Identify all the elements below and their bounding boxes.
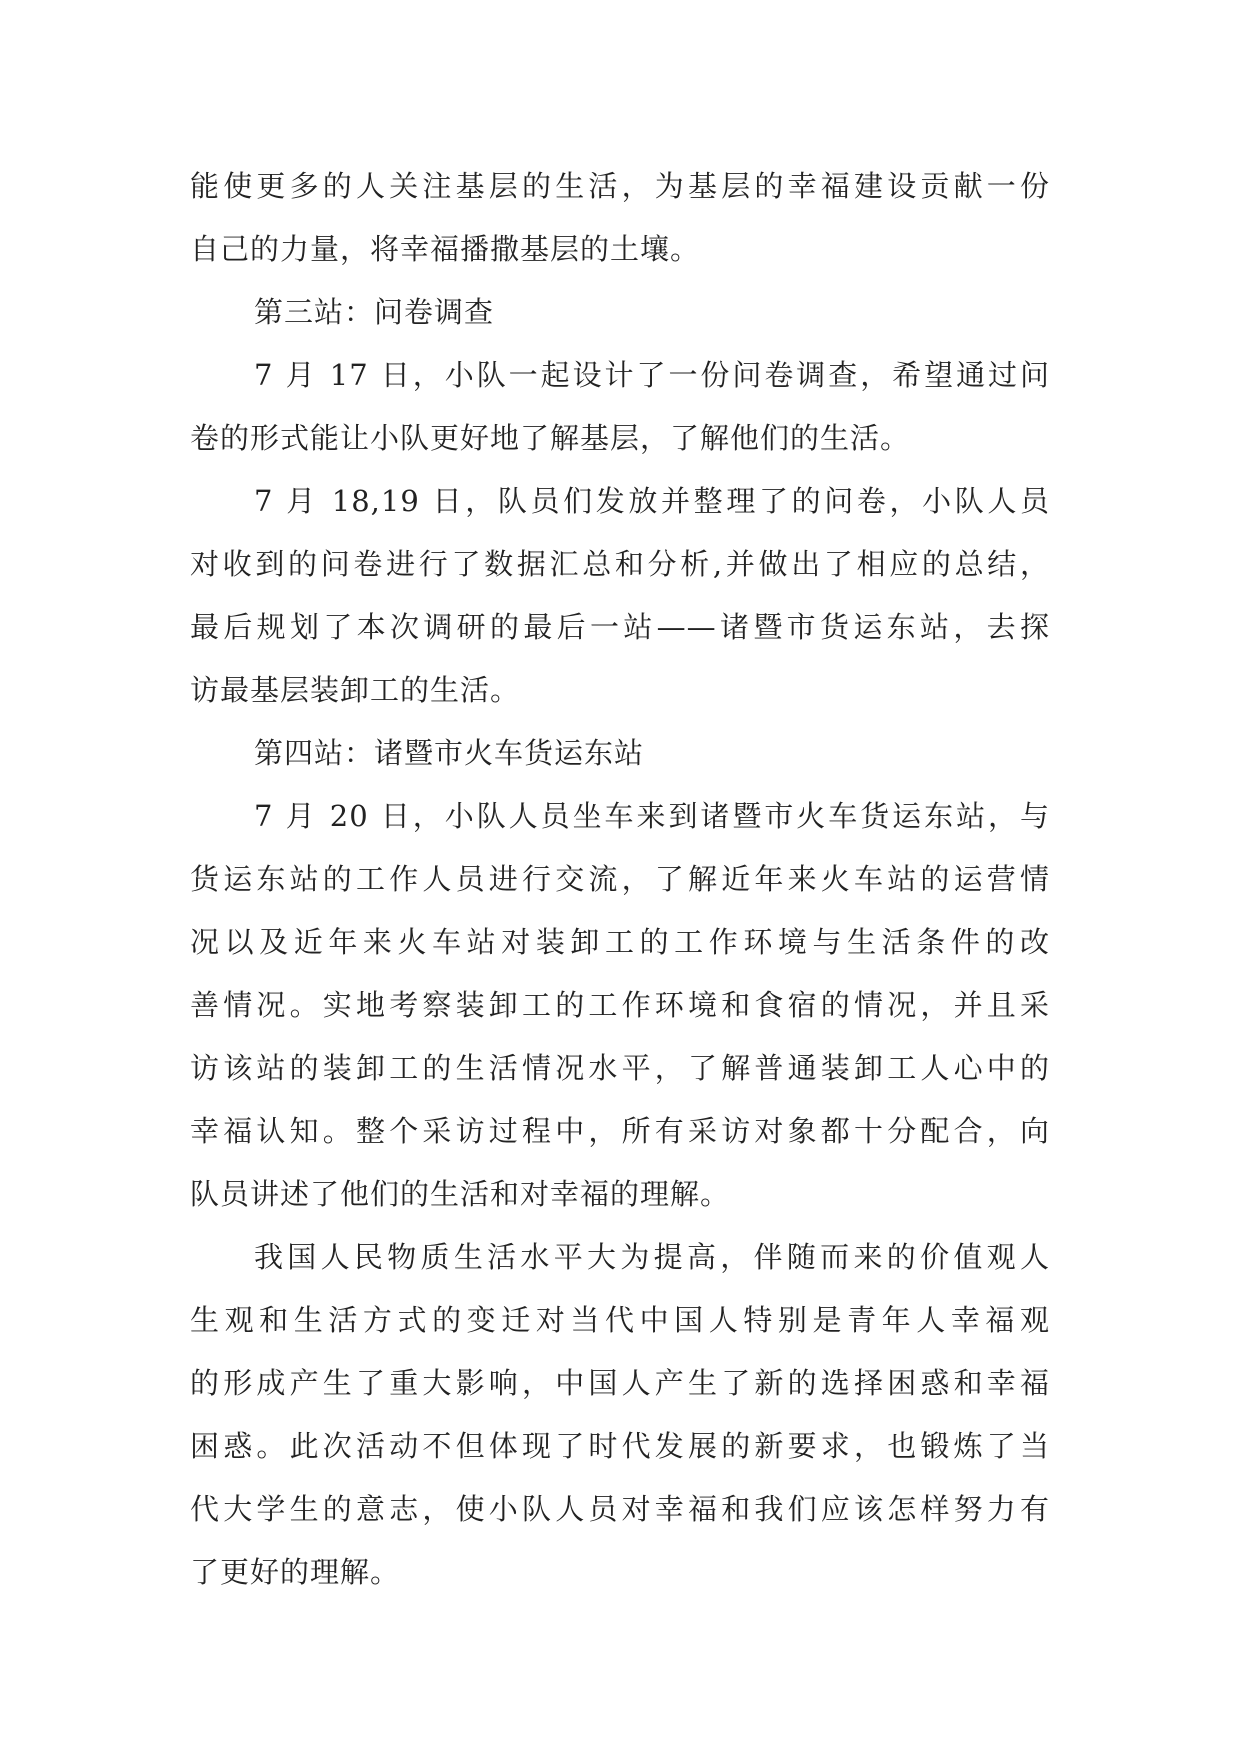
text-line: 第三站：问卷调查 (254, 295, 495, 329)
text-line: 能使更多的人关注基层的生活，为基层的幸福建设贡献一份 (190, 169, 1050, 203)
paragraph (190, 785, 1050, 1226)
text-line: 货运东站的工作人员进行交流，了解近年来火车站的运营情 (190, 862, 1050, 896)
text-line: 访该站的装卸工的生活情况水平，了解普通装卸工人心中的 (190, 1051, 1050, 1085)
text-line: 况以及近年来火车站对装卸工的工作环境与生活条件的改 (190, 925, 1050, 959)
text-line: 7 月 20 日，小队人员坐车来到诸暨市火车货运东站，与 (254, 799, 1050, 833)
text-line: 我国人民物质生活水平大为提高，伴随而来的价值观人 (254, 1240, 1050, 1274)
text-line: 队员讲述了他们的生活和对幸福的理解。 (190, 1177, 731, 1211)
text-line: 困惑。此次活动不但体现了时代发展的新要求，也锻炼了当 (190, 1429, 1050, 1463)
text-line: 访最基层装卸工的生活。 (190, 673, 521, 707)
text-line: 卷的形式能让小队更好地了解基层，了解他们的生活。 (190, 421, 911, 455)
text-line: 幸福认知。整个采访过程中，所有采访对象都十分配合，向 (190, 1114, 1050, 1148)
document-body (190, 155, 1050, 1604)
section-heading (190, 722, 1050, 785)
paragraph (190, 1226, 1050, 1604)
paragraph (190, 470, 1050, 722)
text-line: 善情况。实地考察装卸工的工作环境和食宿的情况，并且采 (190, 988, 1050, 1022)
text-line: 第四站：诸暨市火车货运东站 (254, 736, 645, 770)
text-line: 了更好的理解。 (190, 1555, 401, 1589)
paragraph (190, 344, 1050, 470)
text-line: 对收到的问卷进行了数据汇总和分析,并做出了相应的总结， (190, 547, 1050, 581)
text-line: 7 月 18,19 日，队员们发放并整理了的问卷，小队人员 (254, 484, 1050, 518)
text-line: 代大学生的意志，使小队人员对幸福和我们应该怎样努力有 (190, 1492, 1050, 1526)
text-line: 7 月 17 日，小队一起设计了一份问卷调查，希望通过问 (254, 358, 1050, 392)
text-line: 自己的力量，将幸福播撒基层的土壤。 (190, 232, 701, 266)
text-line: 生观和生活方式的变迁对当代中国人特别是青年人幸福观 (190, 1303, 1050, 1337)
section-heading (190, 281, 1050, 344)
text-line: 的形成产生了重大影响，中国人产生了新的选择困惑和幸福 (190, 1366, 1050, 1400)
paragraph (190, 155, 1050, 281)
text-line: 最后规划了本次调研的最后一站——诸暨市货运东站，去探 (190, 610, 1050, 644)
